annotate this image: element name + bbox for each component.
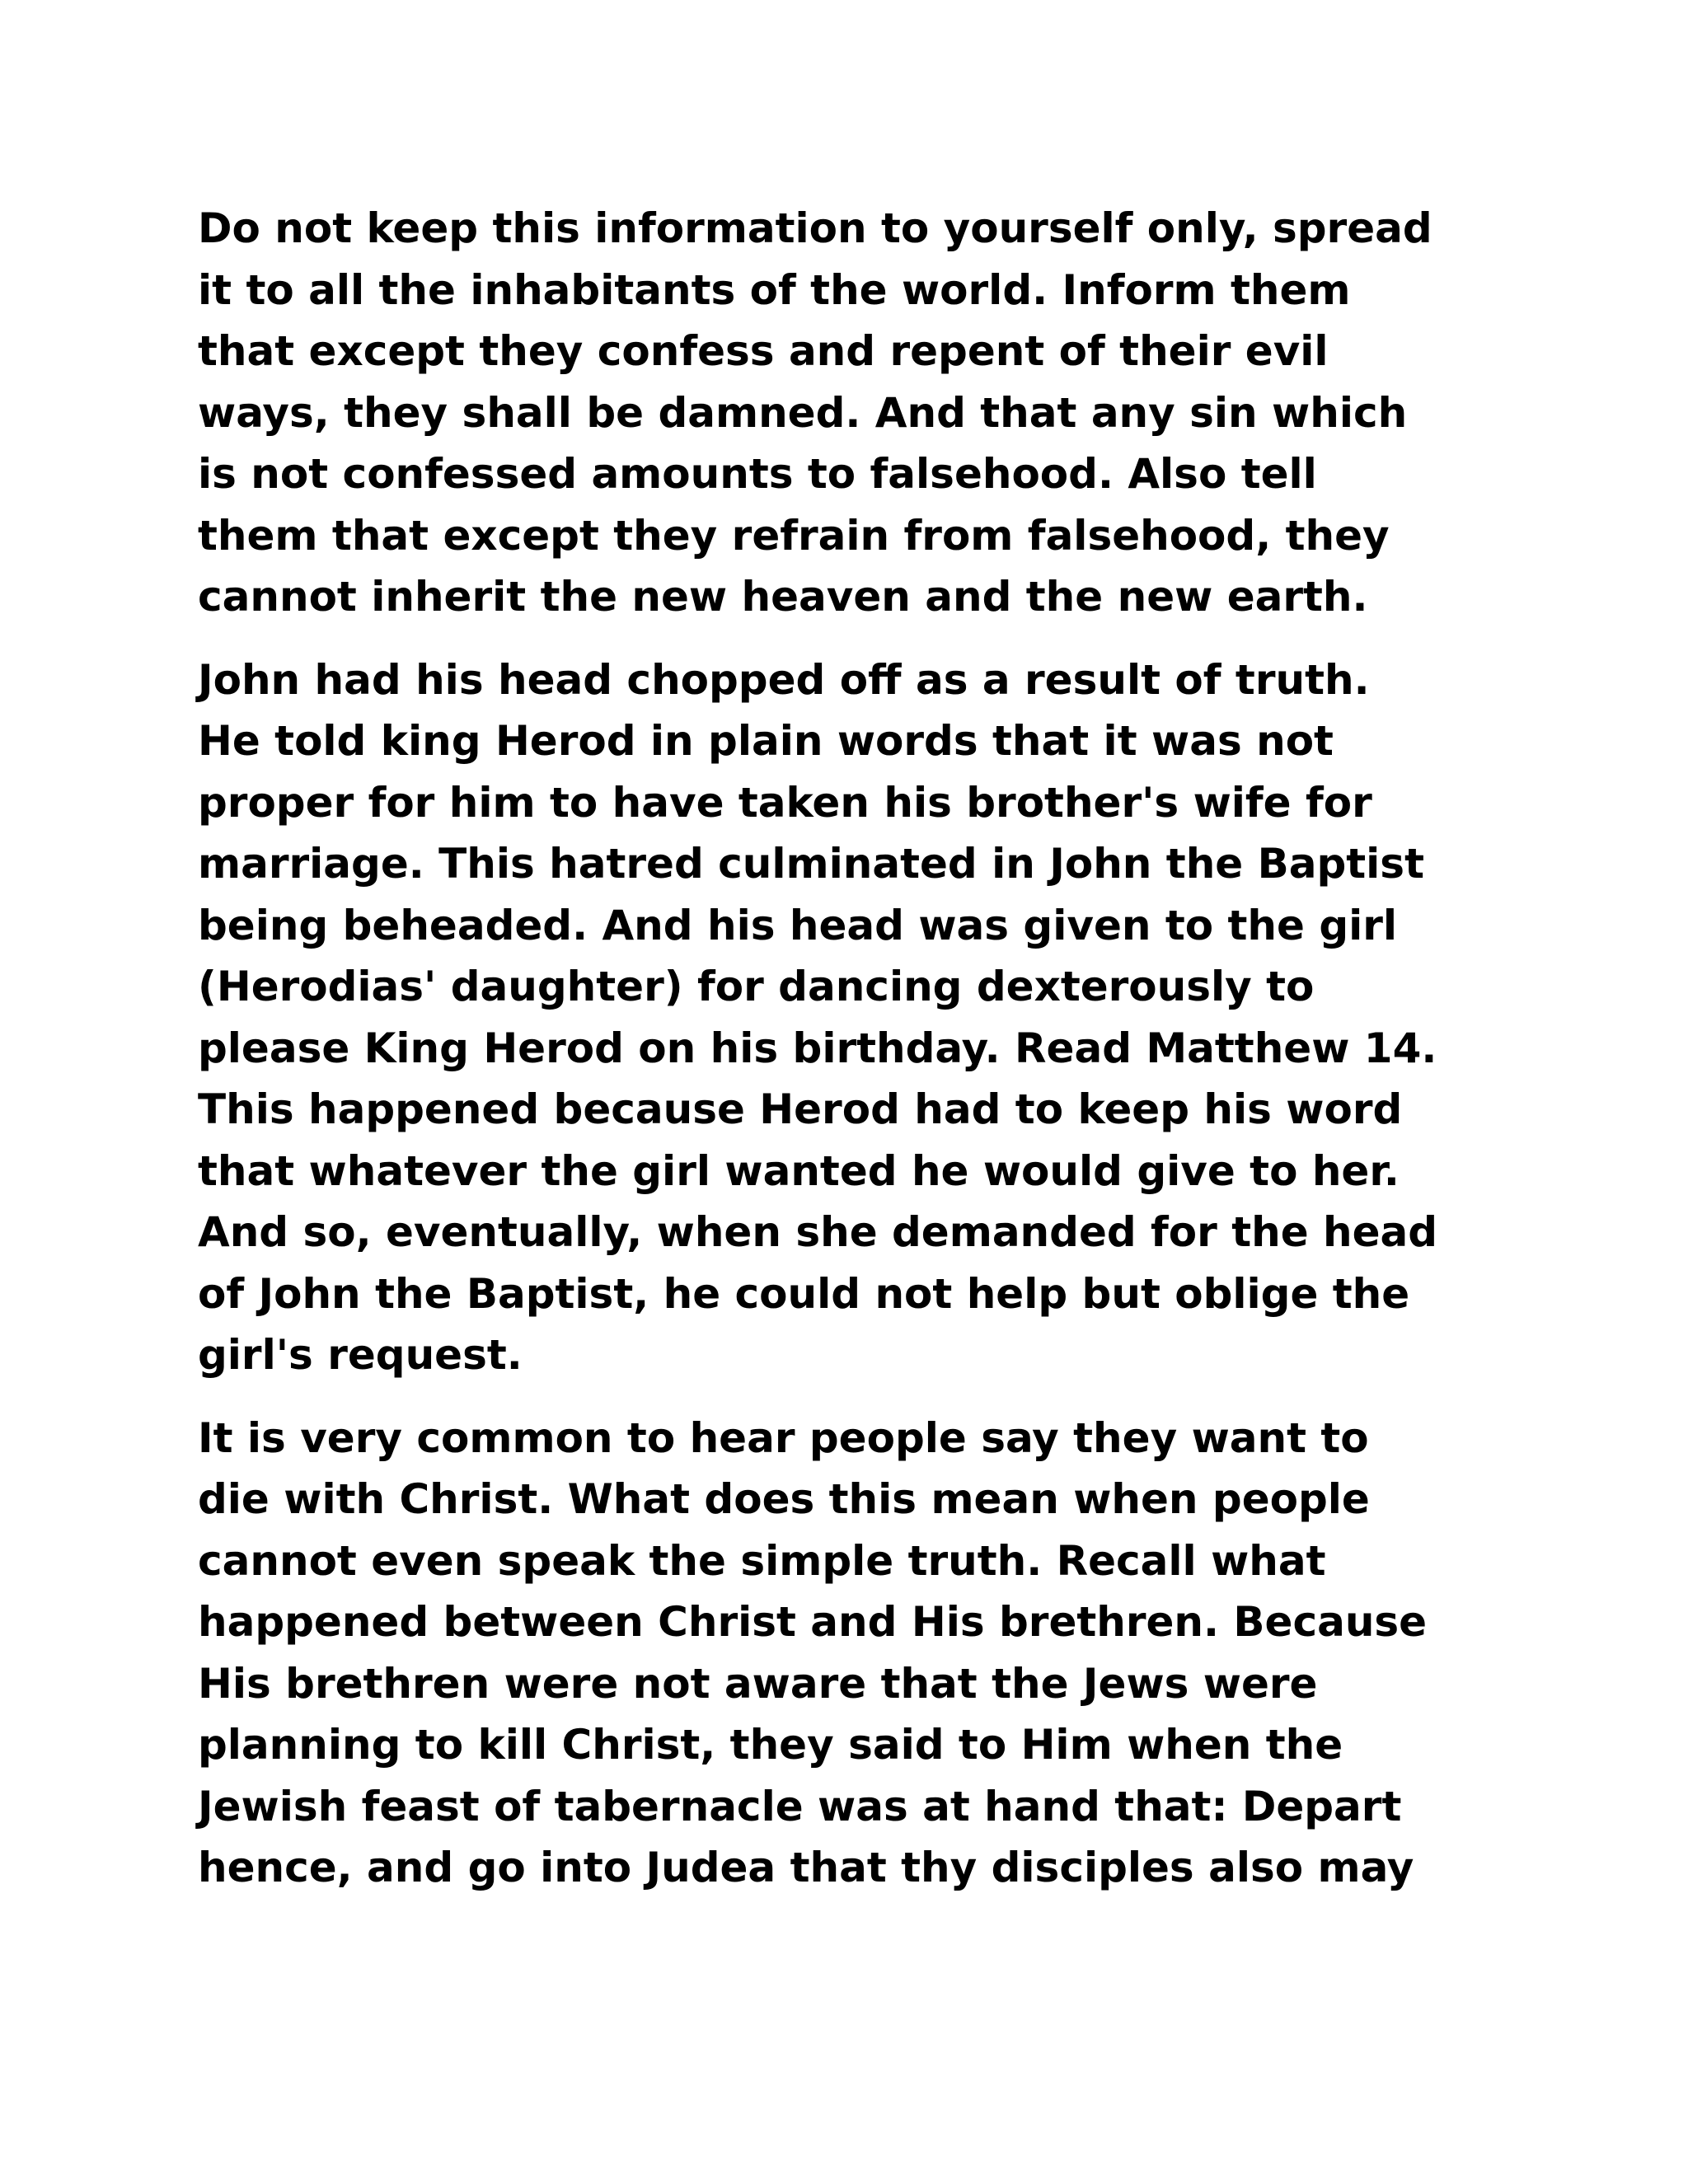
- text-line: And so, eventually, when she demanded for the head: [198, 1208, 1438, 1256]
- text-line: that except they confess and repent of their evil: [198, 327, 1329, 375]
- text-line: John had his head chopped off as a result of truth.: [198, 655, 1370, 704]
- text-line: Do not keep this information to yourself only, spread: [198, 204, 1432, 252]
- document-page: [198, 198, 1484, 1920]
- text-line: planning to kill Christ, they said to Him when the: [198, 1721, 1343, 1769]
- text-line: hence, and go into Judea that thy disciples also may: [198, 1844, 1414, 1891]
- text-line: His brethren were not aware that the Jews were: [198, 1659, 1318, 1708]
- text-line: die with Christ. What does this mean when people: [198, 1475, 1370, 1523]
- text-line: Jewish feast of tabernacle was at hand that: Depart: [198, 1782, 1402, 1830]
- text-line: ways, they shall be damned. And that any sin which: [198, 388, 1408, 437]
- text-line: that whatever the girl wanted he would give to her.: [198, 1146, 1400, 1195]
- text-line: cannot inherit the new heaven and the new earth.: [198, 573, 1368, 621]
- text-line: it to all the inhabitants of the world. Inform them: [198, 265, 1351, 314]
- text-line: This happened because Herod had to keep his word: [198, 1085, 1403, 1133]
- paragraph-3: [198, 1408, 1484, 1899]
- text-line: He told king Herod in plain words that it was not: [198, 717, 1334, 765]
- text-line: cannot even speak the simple truth. Recall what: [198, 1536, 1326, 1585]
- text-line: is not confessed amounts to falsehood. Also tell: [198, 450, 1317, 498]
- paragraph-2: [198, 649, 1484, 1386]
- text-line: It is very common to hear people say they want to: [198, 1413, 1369, 1462]
- text-line: happened between Christ and His brethren. Because: [198, 1598, 1428, 1646]
- text-line: (Herodias' daughter) for dancing dexterously to: [198, 963, 1315, 1010]
- text-line: them that except they refrain from falsehood, they: [198, 511, 1390, 560]
- text-line: girl's request.: [198, 1331, 523, 1379]
- text-line: proper for him to have taken his brother's wife for: [198, 778, 1372, 827]
- paragraph-1: [198, 198, 1484, 628]
- text-line: of John the Baptist, he could not help but oblige the: [198, 1269, 1410, 1318]
- text-line: being beheaded. And his head was given to the girl: [198, 901, 1398, 949]
- text-line: please King Herod on his birthday. Read Matthew 14.: [198, 1024, 1437, 1072]
- text-line: marriage. This hatred culminated in John the Baptist: [198, 840, 1424, 888]
